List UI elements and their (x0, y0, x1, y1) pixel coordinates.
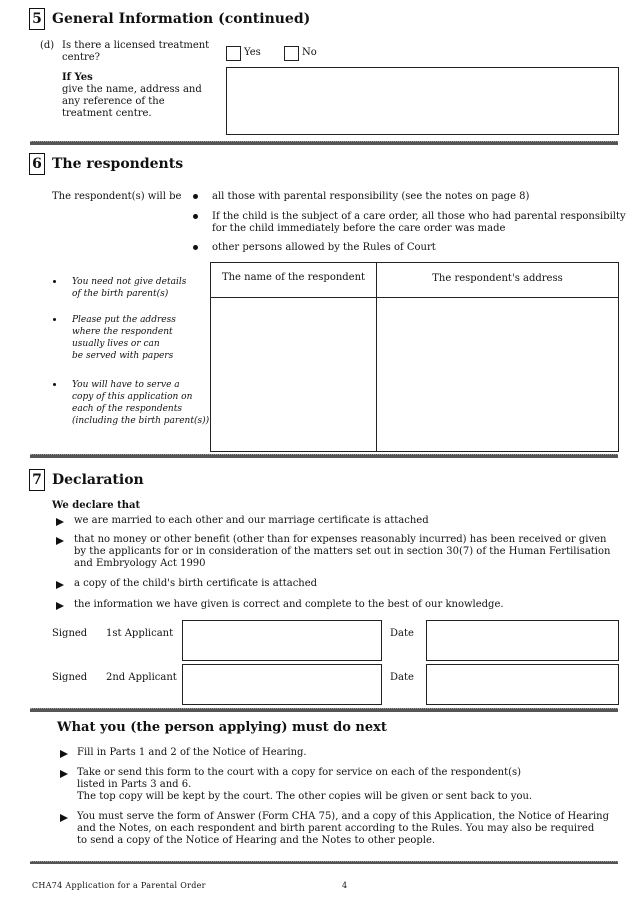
note-text: of the birth parent(s) (72, 289, 169, 299)
bullet-icon (53, 383, 56, 386)
note-text: usually lives or can (72, 339, 160, 349)
if-yes-text: treatment centre. (62, 108, 152, 119)
arrow-bullet-icon (56, 581, 64, 589)
date-1st-applicant-field[interactable] (426, 620, 619, 661)
section-number: 7 (29, 469, 45, 491)
divider (30, 861, 618, 864)
declaration-lead: We declare that (52, 500, 141, 511)
question-text: centre? (62, 52, 101, 63)
date-2nd-applicant-field[interactable] (426, 664, 619, 705)
divider (30, 454, 618, 458)
divider (30, 141, 618, 145)
section-title: The respondents (52, 156, 184, 172)
bullet-icon (53, 280, 56, 283)
note-text: Please put the address (72, 315, 176, 325)
declaration-item: by the applicants for or in consideration of the matters set out in section 30(7) of the Human Fertilisation (74, 546, 611, 557)
note-text: You need not give details (72, 277, 187, 287)
arrow-bullet-icon (60, 770, 68, 778)
note-text: be served with papers (72, 351, 174, 361)
note-text: (including the birth parent(s)) (72, 416, 210, 426)
page-number: 4 (342, 881, 348, 890)
yes-label: Yes (244, 47, 261, 58)
yes-checkbox[interactable] (226, 46, 241, 61)
note-text: copy of this application on (72, 392, 193, 402)
declaration-item: we are married to each other and our marriage certificate is attached (74, 515, 429, 526)
note-text: each of the respondents (72, 404, 182, 414)
next-step-item: listed in Parts 3 and 6. (77, 779, 192, 790)
note-text: You will have to serve a (72, 380, 180, 390)
column-header-address: The respondent's address (432, 273, 563, 284)
treatment-centre-field[interactable] (226, 67, 619, 135)
question-text: Is there a licensed treatment (62, 40, 210, 51)
next-step-item: You must serve the form of Answer (Form CHA 75), and a copy of this Application, the Notice of Hearing (77, 811, 609, 822)
bullet-icon (193, 214, 198, 219)
declaration-item: the information we have given is correct and complete to the best of our knowledge. (74, 599, 504, 610)
arrow-bullet-icon (60, 750, 68, 758)
next-step-item: Fill in Parts 1 and 2 of the Notice of Hearing. (77, 747, 307, 758)
signed-label: Signed (52, 672, 88, 683)
signed-label: Signed (52, 628, 88, 639)
next-steps-title: What you (the person applying) must do next (57, 720, 387, 735)
declaration-item: and Embryology Act 1990 (74, 558, 206, 569)
declaration-item: that no money or other benefit (other than for expenses reasonably incurred) has been received or given (74, 534, 607, 545)
arrow-bullet-icon (60, 814, 68, 822)
applicant-label: 1st Applicant (106, 628, 174, 639)
no-checkbox[interactable] (284, 46, 299, 61)
respondent-address-field[interactable] (377, 298, 618, 451)
applicant-label: 2nd Applicant (106, 672, 177, 683)
if-yes-heading: If Yes (62, 72, 93, 83)
section-number: 6 (29, 153, 45, 175)
next-step-item: Take or send this form to the court with a copy for service on each of the respondent(s) (77, 767, 522, 778)
respondent-item: for the child immediately before the care order was made (212, 223, 506, 234)
date-label: Date (390, 628, 414, 639)
if-yes-text: any reference of the (62, 96, 165, 107)
section-title: General Information (continued) (52, 11, 311, 27)
bullet-icon (53, 318, 56, 321)
note-text: where the respondent (72, 327, 173, 337)
respondent-item: all those with parental responsibility (see the notes on page 8) (212, 191, 530, 202)
respondent-name-field[interactable] (211, 298, 376, 451)
if-yes-text: give the name, address and (62, 84, 202, 95)
question-label: (d) (40, 40, 55, 51)
arrow-bullet-icon (56, 537, 64, 545)
column-header-name: The name of the respondent (221, 272, 366, 283)
arrow-bullet-icon (56, 518, 64, 526)
arrow-bullet-icon (56, 602, 64, 610)
date-label: Date (390, 672, 414, 683)
form-reference: CHA74 Application for a Parental Order (32, 881, 206, 890)
bullet-icon (193, 194, 198, 199)
next-step-item: to send a copy of the Notice of Hearing and the Notes to other people. (77, 835, 436, 846)
signature-1st-applicant-field[interactable] (182, 620, 382, 661)
no-label: No (302, 47, 317, 58)
respondent-item: If the child is the subject of a care order, all those who had parental responsibilty (212, 211, 626, 222)
section-title: Declaration (52, 472, 144, 488)
respondent-item: other persons allowed by the Rules of Court (212, 242, 436, 253)
respondents-lead: The respondent(s) will be (52, 191, 182, 202)
respondents-table (210, 262, 619, 452)
divider (30, 708, 618, 712)
next-step-item: The top copy will be kept by the court. The other copies will be given or sent back to you. (77, 791, 533, 802)
next-step-item: and the Notes, on each respondent and birth parent according to the Rules. You may also be required (77, 823, 595, 834)
declaration-item: a copy of the child's birth certificate is attached (74, 578, 318, 589)
signature-2nd-applicant-field[interactable] (182, 664, 382, 705)
bullet-icon (193, 245, 198, 250)
section-number: 5 (29, 8, 45, 30)
